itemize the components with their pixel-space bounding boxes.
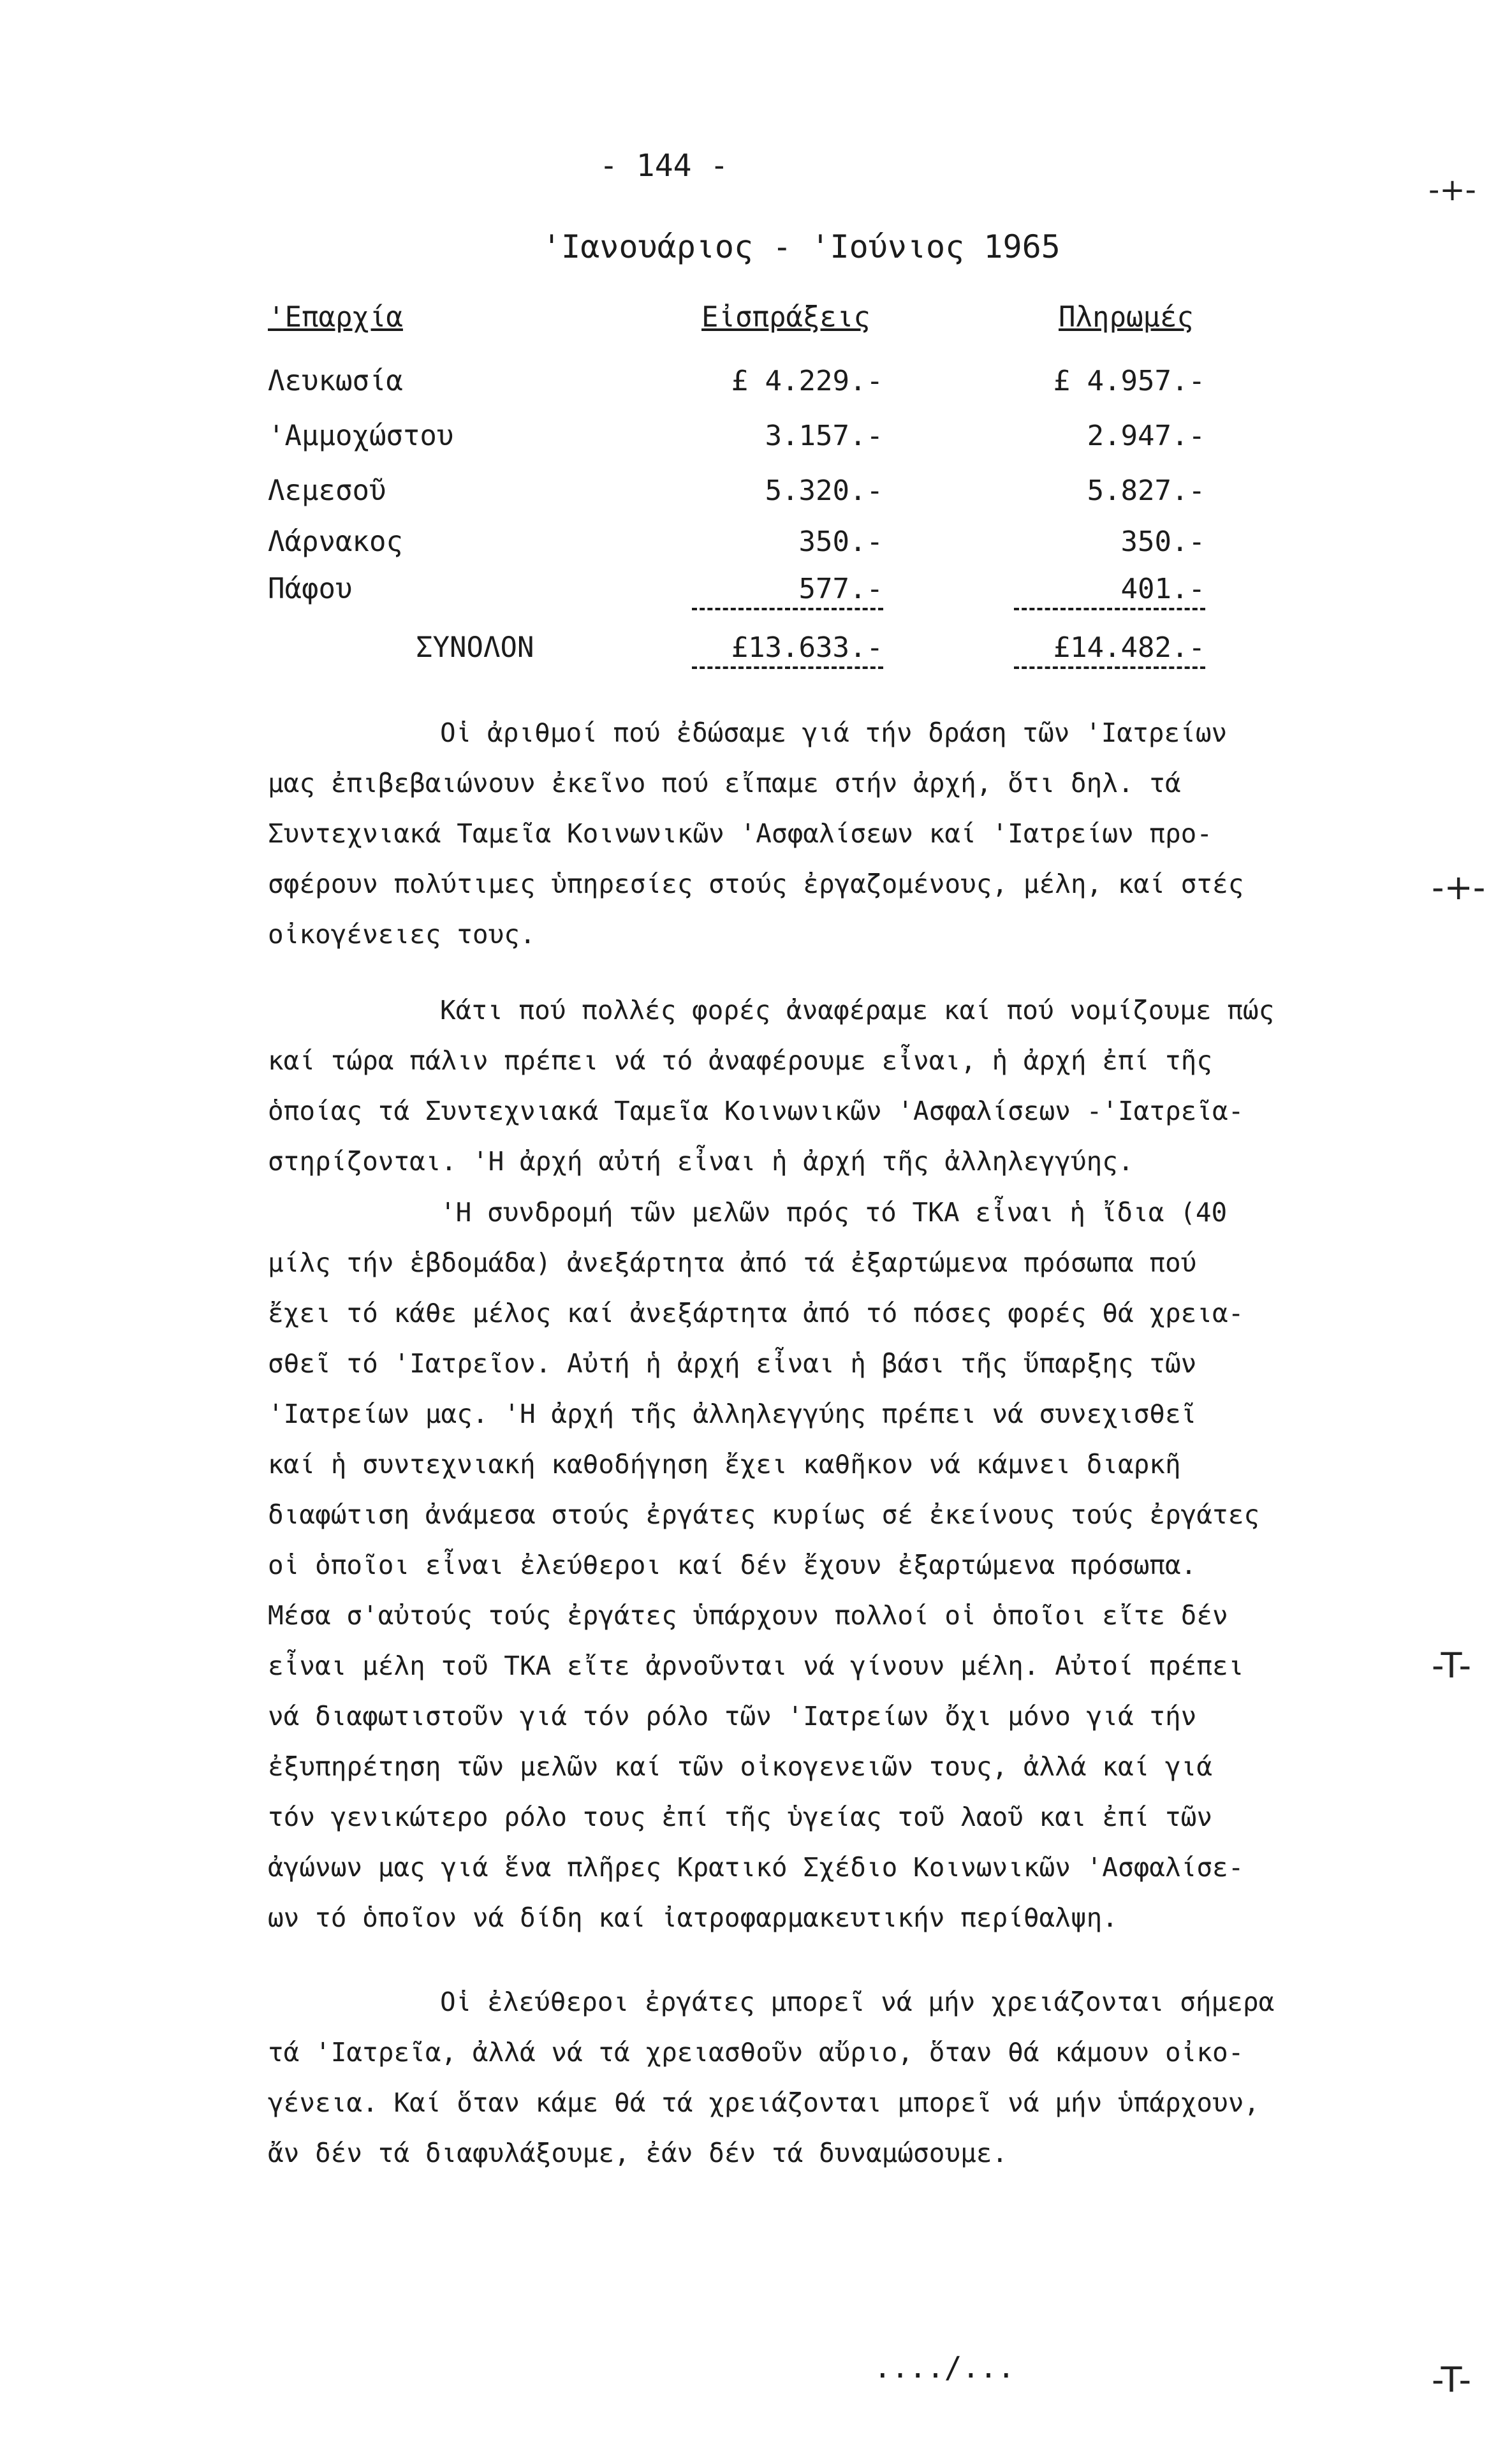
text-line: ἐξυπηρέτηση τῶν μελῶν καί τῶν οἰκογενειῶν τους, ἀλλά καί γιά: [268, 1751, 1213, 1782]
table-row-payments: £ 4.957.-: [1053, 365, 1205, 397]
margin-mark: -+-: [1432, 867, 1486, 908]
table-row-receipts: £ 4.229.-: [731, 365, 883, 397]
table-row-payments: 2.947.-: [1087, 420, 1205, 452]
margin-mark: -+-: [1428, 172, 1476, 208]
text-line: γένεια. Καί ὅταν κάμε θά τά χρειάζονται μπορεῖ νά μήν ὑπάρχουν,: [268, 2087, 1260, 2118]
table-row-receipts: 350.-: [798, 526, 883, 558]
column-header-payments: Πληρωμές: [1059, 301, 1194, 334]
paragraph-4: [268, 1977, 1352, 2179]
text-line: καί τώρα πάλιν πρέπει νά τό ἀναφέρουμε εἶναι, ἡ ἀρχή ἐπί τῆς: [268, 1045, 1213, 1076]
text-line: ἀγώνων μας γιά ἕνα πλῆρες Κρατικό Σχέδιο Κοινωνικῶν 'Ασφαλίσε-: [268, 1852, 1244, 1883]
table-row-province: Λευκωσία: [268, 365, 403, 397]
text-line: στηρίζονται. 'Η ἀρχή αὐτή εἶναι ἡ ἀρχή τῆς ἀλληλεγγύης.: [268, 1146, 1134, 1177]
text-line: εἶναι μέλη τοῦ ΤΚΑ εἴτε ἀρνοῦνται νά γίνουν μέλη. Αὐτοί πρέπει: [268, 1651, 1244, 1681]
table-row-receipts: 3.157.-: [765, 420, 883, 452]
text-line: Οἱ ἐλεύθεροι ἐργάτες μπορεῖ νά μήν χρειάζονται σήμερα: [440, 1987, 1275, 2017]
text-line: οἱ ὁποῖοι εἶναι ἐλεύθεροι καί δέν ἔχουν ἐξαρτώμενα πρόσωπα.: [268, 1550, 1197, 1580]
paragraph-1: [268, 708, 1352, 960]
text-line: νά διαφωτιστοῦν γιά τόν ρόλο τῶν 'Ιατρείων ὄχι μόνο γιά τήν: [268, 1701, 1197, 1732]
table-row-receipts: 5.320.-: [765, 474, 883, 507]
column-header-province: 'Επαρχία: [268, 301, 403, 334]
text-line: Μέσα σ'αὐτούς τούς ἐργάτες ὑπάρχουν πολλοί οἱ ὁποῖοι εἴτε δέν: [268, 1600, 1228, 1631]
margin-mark: -T-: [1432, 2360, 1472, 2400]
paragraph-2: [268, 985, 1352, 1187]
paragraph-3: [268, 1188, 1352, 1943]
total-receipts: £13.633.-: [692, 631, 883, 669]
text-line: μας ἐπιβεβαιώνουν ἐκεῖνο πού εἴπαμε στήν ἀρχή, ὅτι δηλ. τά: [268, 768, 1181, 798]
table-row-payments: 350.-: [1120, 526, 1205, 558]
table-row-payments: 5.827.-: [1087, 474, 1205, 507]
text-line: διαφώτιση ἀνάμεσα στούς ἐργάτες κυρίως σέ ἐκείνους τούς ἐργάτες: [268, 1499, 1260, 1530]
text-line: τά 'Ιατρεῖα, ἀλλά νά τά χρειασθοῦν αὔριο, ὅταν θά κάμουν οἰκο-: [268, 2037, 1244, 2068]
text-line: καί ἡ συντεχνιακή καθοδήγηση ἔχει καθῆκον νά κάμνει διαρκῆ: [268, 1449, 1181, 1480]
continued-marker: ..../...: [874, 2350, 1015, 2385]
text-line: ων τό ὁποῖον νά δίδη καί ἰατροφαρμακευτικήν περίθαλψη.: [268, 1902, 1118, 1933]
table-row-payments: 401.-: [1014, 573, 1205, 610]
text-line: Κάτι πού πολλές φορές ἀναφέραμε καί πού νομίζουμε πώς: [440, 995, 1275, 1026]
text-line: Οἱ ἀριθμοί πού ἐδώσαμε γιά τήν δράση τῶν 'Ιατρείων: [440, 717, 1228, 748]
text-line: ὁποίας τά Συντεχνιακά Ταμεῖα Κοινωνικῶν 'Ασφαλίσεων -'Ιατρεῖα-: [268, 1096, 1244, 1126]
total-label: ΣΥΝΟΛΟΝ: [416, 631, 534, 664]
text-line: οἰκογένειες τους.: [268, 919, 536, 950]
text-line: μίλς τήν ἑβδομάδα) ἀνεξάρτητα ἀπό τά ἐξαρτώμενα πρόσωπα πού: [268, 1247, 1197, 1278]
table-row-receipts: 577.-: [692, 573, 883, 610]
text-line: ἔχει τό κάθε μέλος καί ἀνεξάρτητα ἀπό τό πόσες φορές θά χρεια-: [268, 1298, 1244, 1328]
text-line: τόν γενικώτερο ρόλο τους ἐπί τῆς ὑγείας τοῦ λαοῦ και ἐπί τῶν: [268, 1802, 1213, 1832]
table-row-province: Λάρνακος: [268, 526, 403, 558]
text-line: ἄν δέν τά διαφυλάξουμε, ἐάν δέν τά δυναμώσουμε.: [268, 2138, 1008, 2168]
text-line: Συντεχνιακά Ταμεῖα Κοινωνικῶν 'Ασφαλίσεων καί 'Ιατρείων προ-: [268, 818, 1213, 849]
text-line: 'Ιατρείων μας. 'Η ἀρχή τῆς ἀλληλεγγύης πρέπει νά συνεχισθεῖ: [268, 1399, 1197, 1429]
column-header-receipts: Εἰσπράξεις: [701, 301, 870, 334]
table-row-province: Λεμεσοῦ: [268, 474, 386, 507]
text-line: σφέρουν πολύτιμες ὑπηρεσίες στούς ἐργαζομένους, μέλη, καί στές: [268, 869, 1244, 899]
table-row-province: Πάφου: [268, 573, 353, 605]
text-line: σθεῖ τό 'Ιατρεῖον. Αὐτή ἡ ἀρχή εἶναι ἡ βάσι τῆς ὕπαρξης τῶν: [268, 1348, 1197, 1379]
page-number: - 144 -: [599, 148, 729, 184]
table-row-province: 'Αμμοχώστου: [268, 420, 454, 452]
total-payments: £14.482.-: [1014, 631, 1205, 669]
period-heading: 'Ιανουάριος - 'Ιούνιος 1965: [542, 228, 1061, 265]
margin-mark: -T-: [1432, 1645, 1472, 1686]
text-line: 'Η συνδρομή τῶν μελῶν πρός τό ΤΚΑ εἶναι ἡ ἴδια (40: [440, 1197, 1228, 1228]
